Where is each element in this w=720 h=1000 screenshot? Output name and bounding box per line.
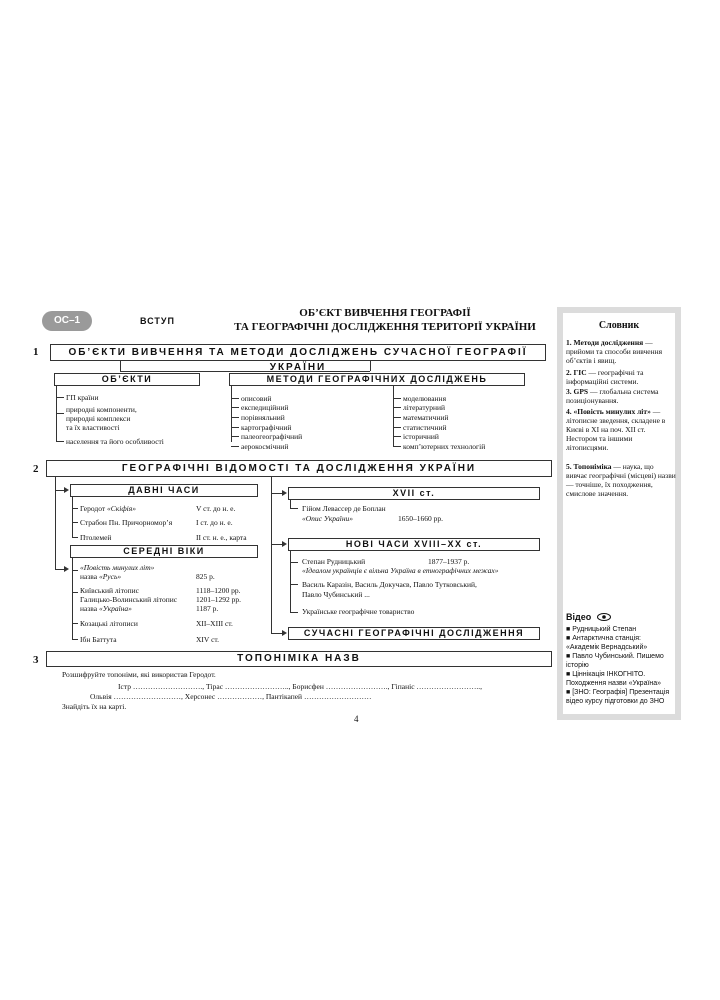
ibn-date: XIV ст. <box>196 635 219 644</box>
toponym-footer: Знайдіть їх на карті. <box>62 702 127 711</box>
objects-box: ОБ’ЄКТИ <box>54 373 200 386</box>
modern-people-2: Павло Чубинський ... <box>302 590 370 599</box>
method-left-4: картографічний <box>241 423 292 432</box>
method-left-3: порівняльний <box>241 413 285 422</box>
beauplan: Гійом Левассер де Боплан <box>302 504 386 513</box>
object-item-4: та їх властивості <box>66 423 120 432</box>
section-2-title: ГЕОГРАФІЧНІ ВІДОМОСТІ ТА ДОСЛІДЖЕННЯ УКРАЇНИ <box>46 460 552 477</box>
method-left-1: описовий <box>241 394 272 403</box>
method-right-2: літературний <box>403 403 446 412</box>
video-title: Відео <box>566 612 611 623</box>
object-item-3: природні комплекси <box>66 414 131 423</box>
kyiv-chronicle: Київський літопис <box>80 586 140 595</box>
video-item-4[interactable]: ■ Ціннікація ІНКОГНІТО. Походження назви «Україна» <box>566 671 662 687</box>
section-1-title: ОБ’ЄКТИ ВИВЧЕННЯ ТА МЕТОДИ ДОСЛІДЖЕНЬ СУЧАСНОЇ ГЕОГРАФІЇ УКРАЇНИ <box>50 344 546 361</box>
geographic-society: Українське географічне товариство <box>302 607 415 616</box>
section-1-number: 1 <box>33 346 39 358</box>
method-right-6: комп’ютерних технологій <box>403 442 486 451</box>
method-right-3: математичний <box>403 413 449 422</box>
section-2-number: 2 <box>33 463 39 475</box>
glossary-entry-2: 2. ГІС — географічні та інформаційні системи. <box>566 368 644 386</box>
video-item-5[interactable]: ■ [ЗНО: Географія] Презентація відео курсу підготовки до ЗНО <box>566 689 670 705</box>
toponym-line-2: Ольвія ………………………, Херсонес ………………, Пантікапей ……………………… <box>90 692 372 701</box>
video-icon <box>597 613 611 623</box>
c17-box: XVII ст. <box>288 487 540 500</box>
object-item-1: ГП країни <box>66 393 99 402</box>
video-item-2[interactable]: ■ Антарктична станція: «Академік Вернадський» <box>566 635 648 651</box>
cossack-date: XII–XIII ст. <box>196 619 233 628</box>
cossack-chronicles: Козацькі літописи <box>80 619 138 628</box>
pvl-date: 825 р. <box>196 572 215 581</box>
contemporary-box: СУЧАСНІ ГЕОГРАФІЧНІ ДОСЛІДЖЕННЯ <box>288 627 540 640</box>
ptolemy-date: II ст. н. е., карта <box>196 533 247 542</box>
method-right-1: моделювання <box>403 394 447 403</box>
object-item-2: природні компоненти, <box>66 405 137 414</box>
galician-date: 1201–1292 рр. <box>196 595 241 604</box>
title-line-2: ТА ГЕОГРАФІЧНІ ДОСЛІДЖЕННЯ ТЕРИТОРІЇ УКРАЇНИ <box>234 321 536 333</box>
modern-people-1: Василь Каразін, Василь Докучаєв, Павло Тутковський, <box>302 580 477 589</box>
herodotus: Геродот «Скіфія» <box>80 504 136 513</box>
ptolemy: Птолемей <box>80 533 112 542</box>
toponym-task: Розшифруйте топоніми, які використав Геродот. <box>62 670 216 679</box>
herodotus-date: V ст. до н. е. <box>196 504 236 513</box>
kyiv-date: 1118–1200 рр. <box>196 586 241 595</box>
methods-box: МЕТОДИ ГЕОГРАФІЧНИХ ДОСЛІДЖЕНЬ <box>229 373 525 386</box>
pvl: «Повість минулих літ» <box>80 563 155 572</box>
method-right-5: історичний <box>403 432 439 441</box>
object-item-5: населення та його особливості <box>66 437 164 446</box>
method-right-4: статистичний <box>403 423 447 432</box>
rudnytsky: Степан Рудницький <box>302 557 366 566</box>
middle-ages-box: СЕРЕДНІ ВІКИ <box>70 545 258 558</box>
method-left-2: експедиційний <box>241 403 289 412</box>
glossary-entry-4: 4. «Повість минулих літ» — літописне зведення, складене в Києві в ХІ на поч. ХІІ ст. Нестором та іншими літописцями. <box>566 407 666 452</box>
pvl-name: назва «Русь» <box>80 572 122 581</box>
rudnytsky-date: 1877–1937 р. <box>428 557 470 566</box>
section-3-number: 3 <box>33 654 39 666</box>
page-title <box>230 306 540 334</box>
page-badge: ОС–1 <box>42 311 92 331</box>
ukraine-date: 1187 р. <box>196 604 219 613</box>
method-left-5: палеогеографічний <box>241 432 303 441</box>
toponym-line-1: Істр ………………………., Тірас …………………….., Борисфен ……………………., Гіпаніс …………………….., <box>118 682 483 691</box>
rudnytsky-work: «Ідеалом українців є вільна Україна в етнографічних межах» <box>302 566 499 575</box>
strabo: Страбон Пн. Причорномор’я <box>80 518 173 527</box>
ancient-times-box: ДАВНІ ЧАСИ <box>70 484 258 497</box>
beauplan-work: «Опис України» <box>302 514 354 523</box>
section-label: ВСТУП <box>140 316 175 326</box>
video-item-1[interactable]: ■ Рудницький Степан <box>566 626 637 633</box>
strabo-date: I ст. до н. е. <box>196 518 233 527</box>
title-line-1: ОБ’ЄКТ ВИВЧЕННЯ ГЕОГРАФІЇ <box>299 307 471 319</box>
ibn-battuta: Ібн Баттута <box>80 635 117 644</box>
page-number: 4 <box>354 714 359 724</box>
glossary-entry-5: 5. Топоніміка — наука, що вивчає географічні (місцеві) назви — точніше, їх походження, смислове значення. <box>566 462 676 498</box>
method-left-6: аерокосмічний <box>241 442 289 451</box>
galician-chronicle: Галицько-Волинський літопис <box>80 595 178 604</box>
glossary-entry-1: 1. Методи дослідження — прийоми та способи вивчення об’єктів і явищ. <box>566 338 663 365</box>
section-3-title: ТОПОНІМІКА НАЗВ <box>46 651 552 667</box>
glossary-title: Словник <box>598 320 640 331</box>
ukraine-name: назва «Україна» <box>80 604 132 613</box>
glossary-entry-3: 3. GPS — глобальна система позиціонування. <box>566 387 659 405</box>
beauplan-date: 1650–1660 рр. <box>398 514 443 523</box>
modern-times-box: НОВІ ЧАСИ XVIII–XX ст. <box>288 538 540 551</box>
video-item-3[interactable]: ■ Павло Чубинський. Пишемо історію <box>566 653 664 669</box>
